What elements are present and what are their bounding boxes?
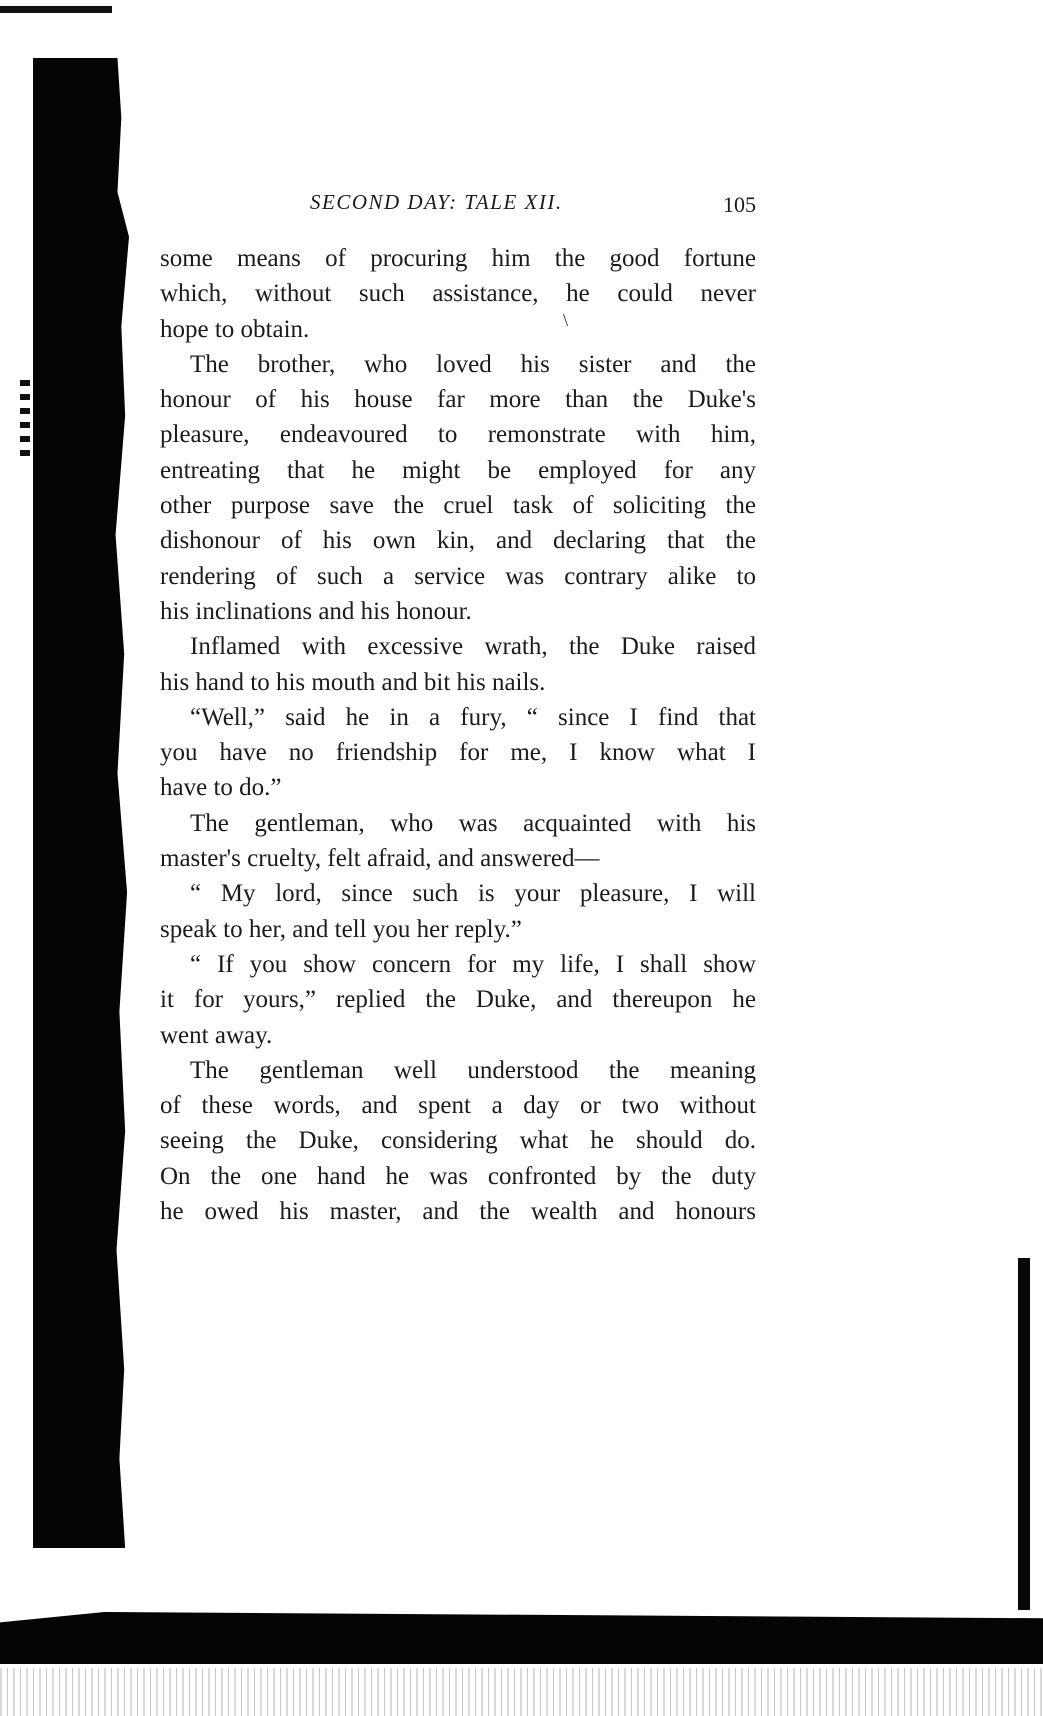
text-line: you have no friendship for me, I know what I <box>160 739 756 767</box>
text-line: other purpose save the cruel task of soliciting the <box>160 492 756 520</box>
scan-edge-mark <box>0 6 112 13</box>
running-title: SECOND DAY: TALE XII. <box>310 190 563 214</box>
text-line: pleasure, endeavoured to remonstrate with him, <box>160 421 756 449</box>
running-head <box>160 190 756 226</box>
text-line: it for yours,” replied the Duke, and thereupon he <box>160 986 756 1014</box>
text-line: he owed his master, and the wealth and honours <box>160 1198 756 1226</box>
text-line: speak to her, and tell you her reply.” <box>160 915 522 943</box>
text-line: honour of his house far more than the Duke's <box>160 386 756 414</box>
text-line: seeing the Duke, considering what he should do. <box>160 1127 756 1155</box>
scan-bottom-shadow <box>0 1612 1043 1664</box>
text-line: of these words, and spent a day or two without <box>160 1092 756 1120</box>
text-line: Inflamed with excessive wrath, the Duke raised <box>190 633 756 661</box>
text-line: entreating that he might be employed for any <box>160 456 756 484</box>
scan-right-shadow <box>1018 1258 1030 1610</box>
page-number: 105 <box>723 192 756 217</box>
text-line: On the one hand he was confronted by the duty <box>160 1162 756 1190</box>
text-line: dishonour of his own kin, and declaring that the <box>160 527 756 555</box>
text-line: “ My lord, since such is your pleasure, I will <box>190 880 756 908</box>
scan-left-shadow <box>33 58 129 1548</box>
text-line: which, without such assistance, he could never <box>160 280 756 308</box>
text-line: hope to obtain. <box>160 315 310 343</box>
text-line: his hand to his mouth and bit his nails. <box>160 668 546 696</box>
body-text <box>160 241 756 1229</box>
text-line: The gentleman well understood the meaning <box>190 1056 756 1084</box>
text-line: The gentleman, who was acquainted with his <box>190 809 756 837</box>
scan-left-marks <box>20 380 30 460</box>
text-line: have to do.” <box>160 774 282 802</box>
text-line: master's cruelty, felt afraid, and answered— <box>160 845 600 873</box>
text-line: went away. <box>160 1021 273 1049</box>
text-line: rendering of such a service was contrary alike to <box>160 562 756 590</box>
text-line: some means of procuring him the good fortune <box>160 245 756 272</box>
text-line: “Well,” said he in a fury, “ since I find that <box>190 703 756 731</box>
text-line: The brother, who loved his sister and the <box>190 350 756 378</box>
scan-bottom-noise <box>0 1668 1043 1716</box>
text-line: “ If you show concern for my life, I shall show <box>190 950 756 978</box>
scan-stray-mark: \ <box>563 310 569 330</box>
text-line: his inclinations and his honour. <box>160 597 472 625</box>
